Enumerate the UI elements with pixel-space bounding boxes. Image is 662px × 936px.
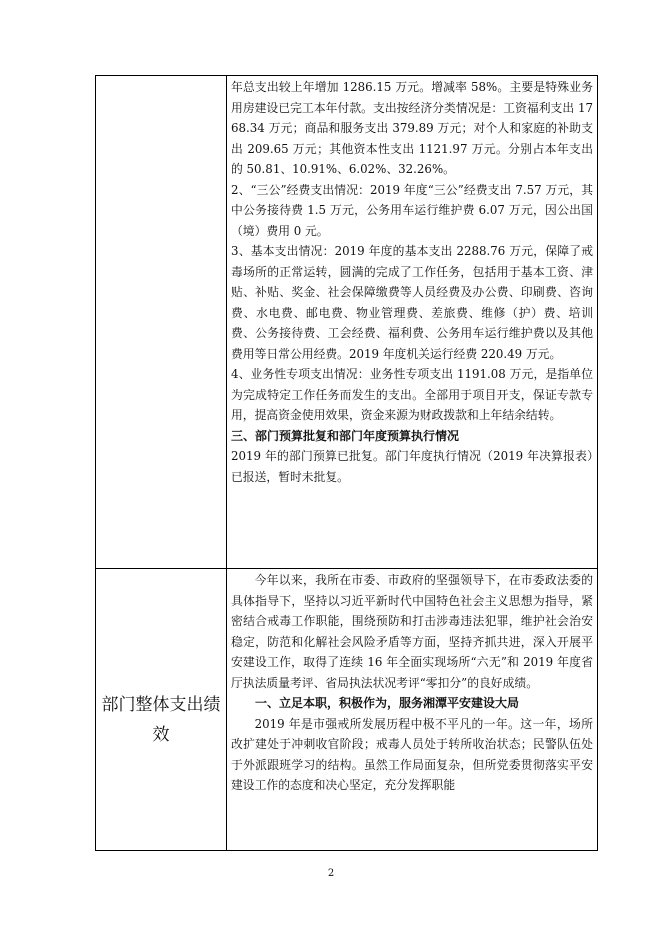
page-number: 2: [327, 868, 335, 879]
paragraph-basic-expenditure: 3、基本支出情况：2019 年度的基本支出 2288.76 万元，保障了戒毒场所的正常运转，圆满的完成了工作任务，包括用于基本工资、津贴、补贴、奖金、社会保障缴费等人员经费及办公费、印刷费、咨询费、水电费、邮电费、物业管理费、差旅费、维修（护）费、培训费、公务接待费、工会经费、福利费、公务用车运行维护费以及其他费用等日常公用经费。2019 年度机关运行经费 220.49 万元。: [231, 244, 593, 361]
paragraph-special-expenditure: 4、业务性专项支出情况：业务性专项支出 1191.08 万元，是指单位为完成特定工作任务而发生的支出。全部用于项目开支，保证专款专用，提高资金使用效果，资金来源为财政拨款和上年结余结转。: [231, 367, 593, 422]
row-label-performance: 部门整体支出绩效: [101, 695, 221, 745]
section-heading-budget: 三、部门预算批复和部门年度预算执行情况: [231, 428, 460, 443]
paragraph-three-public: 2、“三公”经费支出情况：2019 年度“三公”经费支出 7.57 万元，其中公务接待费 1.5 万元，公务用车运行维护费 6.07 万元，因公出国（境）费用 0 元。: [231, 182, 593, 238]
column-divider: [226, 75, 227, 851]
paragraph-budget-status: 2019 年的部门预算已批复。部门年度执行情况（2019 年决算报表）已报送，暂时未批复。: [231, 449, 593, 484]
paragraph-performance-body: 2019 年是市强戒所发展历程中极不平凡的一年。这一年，场所改扩建处于冲刺收官阶段；戒毒人员处于转所收治状态；民警队伍处于外派跟班学习的结构。虽然工作局面复杂，但所党委贯彻落实平安建设工作的态度和决心坚定，充分发挥职能: [231, 716, 593, 792]
row-divider: [95, 568, 598, 569]
paragraph-intro: 今年以来，我所在市委、市政府的坚强领导下，在市委政法委的具体指导下，坚持以习近平新时代中国特色社会主义思想为指导，紧密结合戒毒工作职能，围绕预防和打击涉毒违法犯罪，维护社会治安稳定，防范和化解社会风险矛盾等方面，坚持齐抓共进，深入开展平安建设工作，取得了连续 16 年全面实现场所“六无”和 2019 年度省厅执法质量考评、省局执法状况考评“零扣分”的良好成绩。: [231, 573, 593, 690]
top-content-cell: [231, 77, 593, 487]
bottom-content-cell: [231, 570, 593, 796]
section-heading-performance: 一、立足本职，积极作为，服务湘潭平安建设大局: [255, 696, 520, 710]
paragraph-expenditure-total: 年总支出较上年增加 1286.15 万元。增减率 58%。主要是特殊业务用房建设已完工本年付款。支出按经济分类情况是：工资福利支出 1768.34 万元；商品和服务支出 379.89 万元；对个人和家庭的补助支出 209.65 万元；其他资本性支出 1121.97 万元。分别占本年支出的 50.81、10.91%、6.02%、32.26%。: [231, 80, 593, 176]
